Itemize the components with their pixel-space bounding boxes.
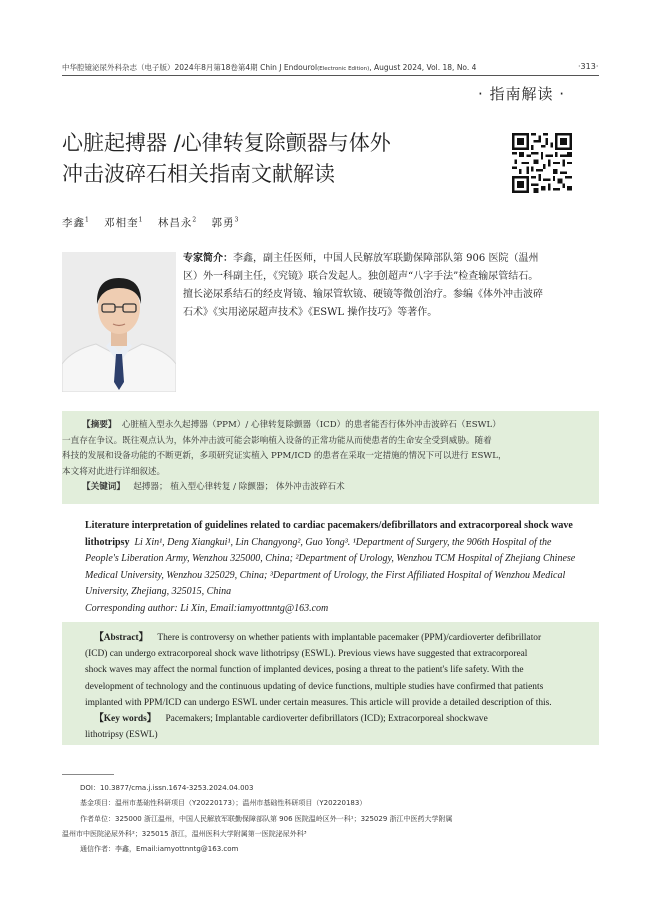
english-title-line-2: lithotripsy: [85, 536, 130, 548]
keywords-en: lithotripsy (ESWL): [85, 730, 158, 741]
abstract-cn-line: 本文将对此进行详细叙述。: [62, 466, 166, 477]
english-affiliation: ¹Department of Surgery, the 906th Hospital of the: [352, 536, 552, 548]
keywords-cn-label: 【关键词】: [82, 482, 125, 493]
corresponding-contact: 通信作者：李鑫，Email:iamyottnntg@163.com: [80, 845, 239, 854]
abstract-en-label: 【Abstract】: [94, 633, 149, 643]
section-tag: · 指南解读 ·: [478, 85, 566, 103]
expert-intro-line: 李鑫，副主任医师，中国人民解放军联勤保障部队第 906 医院（温州: [233, 253, 539, 264]
header-rule: [62, 75, 599, 76]
author-2: 邓相奎$^1$: [104, 216, 144, 229]
title-line-2: 冲击波碎石相关指南文献解读: [62, 162, 335, 186]
expert-intro: [183, 250, 599, 322]
author-photo: [62, 252, 176, 392]
qr-code: [512, 133, 572, 193]
footnote-rule: [62, 774, 114, 775]
abstract-cn-line: 心脏植入型永久起搏器（PPM）/ 心律转复除颤器（ICD）的患者能否行体外冲击波碎石（ESWL）: [121, 420, 501, 430]
author-4: 郭勇$^3$: [211, 216, 240, 229]
doi: DOI：10.3877/cma.j.issn.1674-3253.2024.04.003: [80, 784, 254, 792]
title-line-1: 心脏起搏器 /心律转复除颤器与体外: [62, 131, 391, 155]
english-title-block: [85, 518, 585, 617]
abstract-cn: [62, 418, 582, 496]
abstract-cn-line: 一直存在争议。既往观点认为，体外冲击波可能会影响植入设备的正常功能从而使患者的生命安全受到威胁。随着: [62, 435, 492, 446]
english-authors: Li Xin¹, Deng Xiangkui¹, Lin Changyong², Guo Yong³.: [134, 536, 351, 548]
english-title-line-1: Literature interpretation of guidelines related to cardiac pacemakers/defibrillators and extracorporeal shock wave: [85, 520, 573, 531]
abstract-en-line: (ICD) can undergo extracorporeal shock wave lithotripsy (ESWL). Previous views have suggested that extracorporeal: [85, 649, 528, 660]
expert-intro-line: 石术》《实用泌尿超声技术》《ESWL 操作技巧》等著作。: [183, 307, 438, 318]
abstract-en-line: There is controversy on whether patients with implantable pacemaker (PPM)/cardioverter defibrillator: [157, 633, 542, 643]
english-affiliation: People's Liberation Army, Wenzhou 325000, China; ²Department of Urology, Wenzhou TCM Hospital of Zhejiang Chinese: [85, 553, 576, 564]
page-number: ·313·: [578, 62, 599, 71]
expert-intro-label: 专家简介：: [183, 253, 233, 264]
abstract-cn-line: 科技的发展和设备功能的不断更新，多项研究证实植入 PPM/ICD 的患者在采取一定措施的情况下可以进行 ESWL，: [62, 451, 507, 462]
abstract-cn-label: 【摘要】: [82, 420, 117, 430]
expert-intro-line: 擅长泌尿系结石的经皮肾镜、输尿管软镜、硬镜等微创治疗。参编《体外冲击波碎: [183, 289, 543, 300]
footnotes: [62, 781, 602, 857]
journal-name-cn: 中华腔镜泌尿外科杂志（电子版）2024年8月第18卷第4期: [62, 63, 258, 72]
abstract-en: [85, 630, 585, 743]
abstract-en-line: implanted with PPM/ICD can undergo ESWL under certain measures. This article will provide a detailed description of this.: [85, 697, 552, 708]
corresponding-author: Corresponding author: Li Xin, Email:iamyottnntg@163.com: [85, 602, 329, 614]
keywords-en-label: 【Key words】: [94, 714, 157, 725]
funding: 基金项目：温州市基础性科研项目（Y20220173）；温州市基础性科研项目（Y20220183）: [80, 799, 367, 808]
journal-issue: , August 2024, Vol. 18, No. 4: [369, 63, 477, 72]
expert-intro-line: 区）外一科副主任，《究镜》联合发起人。独创超声“八字手法”检查输尿管结石。: [183, 271, 539, 282]
keywords-en: Pacemakers; Implantable cardioverter defibrillators (ICD); Extracorporeal shockwave: [165, 714, 488, 725]
keywords-cn: 起搏器； 植入型心律转复 / 除颤器； 体外冲击波碎石术: [133, 482, 345, 493]
journal-header: [62, 62, 476, 73]
article-title: [62, 128, 482, 190]
author-list: [62, 215, 249, 230]
author-3: 林昌永$^2$: [157, 216, 198, 229]
author-1: 李鑫$^1$: [62, 216, 90, 229]
abstract-en-line: shock waves may affect the normal function of implanted devices, posing a threat to the patient's life safety. With the: [85, 665, 524, 676]
journal-name-en: Chin J Endourol: [260, 63, 318, 72]
abstract-en-line: development of technology and the continuous updating of device functions, multiple studies have confirmed that patients: [85, 681, 544, 692]
author-units: 作者单位：325000 浙江温州，中国人民解放军联勤保障部队第 906 医院温岭区外一科¹；325029 浙江中医药大学附属: [80, 814, 453, 823]
journal-edition: (Electronic Edition): [317, 66, 370, 72]
english-affiliation: Medical University, Wenzhou 325029, China; ³Department of Urology, the First Affiliated Hospital of Wenzhou Medical: [85, 569, 566, 581]
english-affiliation: University, Zhejiang, 325015, China: [85, 586, 232, 597]
author-units: 温州市中医院泌尿外科²；325015 浙江，温州医科大学附属第一医院泌尿外科³: [62, 829, 307, 838]
